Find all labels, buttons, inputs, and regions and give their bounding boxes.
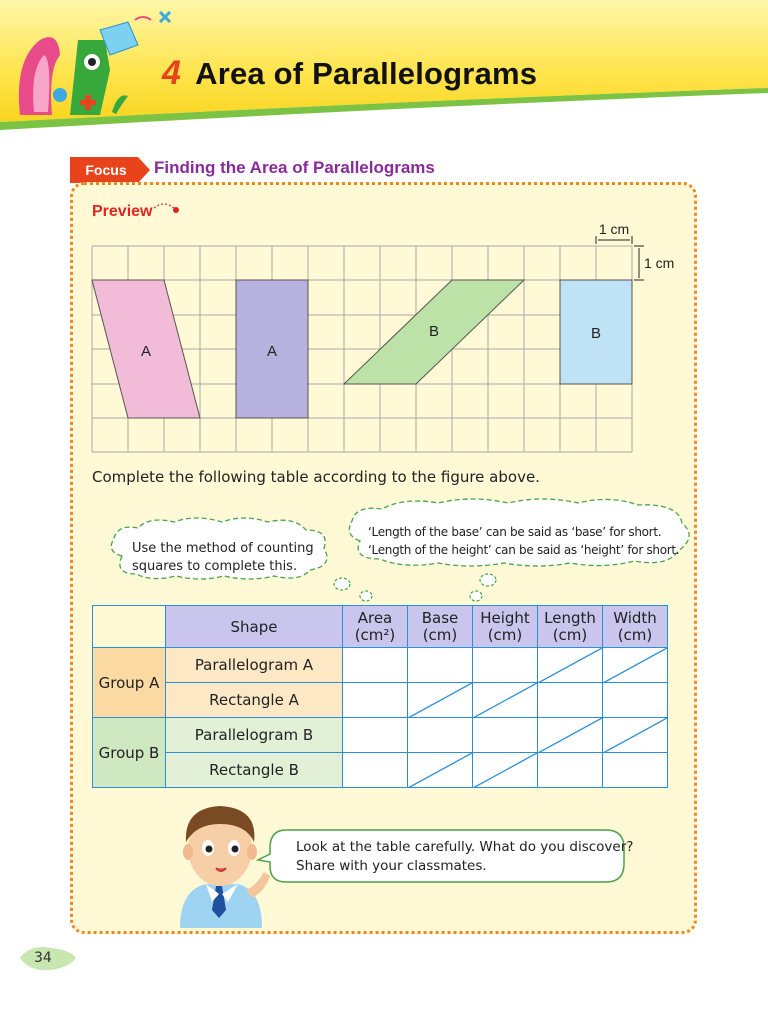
table-row: [93, 718, 668, 753]
header-base-unit: (cm): [422, 625, 458, 644]
shape-label-rectangle-a: A: [266, 343, 278, 360]
header-shape: Shape: [166, 606, 343, 648]
cell-height[interactable]: [473, 718, 538, 753]
header-base-label: Base: [421, 608, 459, 627]
unit-label-horizontal: 1 cm: [598, 222, 630, 237]
cloud-right-line1: ‘Length of the base’ can be said as ‘base’ for short.: [368, 525, 662, 539]
header-height: [473, 606, 538, 648]
cloud-left-line2: squares to complete this.: [132, 559, 298, 574]
header-height-label: Height: [480, 608, 530, 627]
speech-line2: Share with your classmates.: [296, 858, 487, 874]
header-width: [603, 606, 668, 648]
cell-length-crossed: [538, 718, 603, 753]
speech-text: [296, 838, 633, 876]
cell-base[interactable]: [408, 648, 473, 683]
header-length: [538, 606, 603, 648]
cell-width-crossed: [603, 648, 668, 683]
focus-tab-label: Focus: [85, 162, 127, 178]
header-area: [343, 606, 408, 648]
row-label-rectangle-a: Rectangle A: [166, 683, 343, 718]
table-row: [93, 753, 668, 788]
header-width-unit: (cm): [617, 625, 653, 644]
focus-title: Finding the Area of Parallelograms: [154, 158, 435, 177]
header-area-label: Area: [357, 608, 393, 627]
cell-base-crossed: [408, 683, 473, 718]
cell-height-crossed: [473, 683, 538, 718]
chapter-title-text: Area of Parallelograms: [195, 56, 538, 91]
preview-swirl-icon: [152, 202, 182, 216]
table-row: [93, 648, 668, 683]
cell-length[interactable]: [538, 683, 603, 718]
header-base: [408, 606, 473, 648]
row-label-parallelogram-b: Parallelogram B: [166, 718, 343, 753]
cloud-right-line2: ‘Length of the height’ can be said as ‘height’ for short.: [368, 543, 680, 557]
cell-width-crossed: [603, 718, 668, 753]
cloud-left-text: [132, 540, 314, 576]
header-length-label: Length: [544, 608, 596, 627]
cell-width[interactable]: [603, 753, 668, 788]
square-grid-figure: [90, 222, 690, 456]
header-height-unit: (cm): [487, 625, 523, 644]
cloud-left-line1: Use the method of counting: [132, 541, 314, 556]
group-b-label: Group B: [93, 718, 166, 788]
cell-base-crossed: [408, 753, 473, 788]
row-label-rectangle-b: Rectangle B: [166, 753, 343, 788]
unit-label-vertical: 1 cm: [644, 255, 675, 271]
preview-label: [92, 202, 182, 221]
group-a-label: Group A: [93, 648, 166, 718]
cell-base[interactable]: [408, 718, 473, 753]
cell-area[interactable]: [343, 718, 408, 753]
cloud-right-text: [368, 523, 679, 559]
cell-width[interactable]: [603, 683, 668, 718]
thought-bubbles-icon: [330, 572, 510, 604]
cell-length-crossed: [538, 648, 603, 683]
header-width-label: Width: [613, 608, 657, 627]
unit-marker-horizontal: [596, 236, 632, 244]
header-area-unit: (cm²): [354, 625, 396, 644]
header-length-unit: (cm): [552, 625, 588, 644]
shape-label-parallelogram-b: B: [428, 323, 440, 340]
table-corner: [93, 606, 166, 648]
chapter-number: 4: [162, 54, 182, 92]
shape-label-rectangle-b: B: [590, 325, 602, 342]
unit-marker-vertical: [634, 246, 644, 280]
shape-label-parallelogram-a: A: [140, 343, 152, 360]
cell-area[interactable]: [343, 648, 408, 683]
row-label-parallelogram-a: Parallelogram A: [166, 648, 343, 683]
cell-height[interactable]: [473, 648, 538, 683]
cell-area[interactable]: [343, 753, 408, 788]
cell-length[interactable]: [538, 753, 603, 788]
table-row: [93, 683, 668, 718]
cell-area[interactable]: [343, 683, 408, 718]
speech-line1: Look at the table carefully. What do you discover?: [296, 839, 634, 855]
cell-height-crossed: [473, 753, 538, 788]
preview-label-text: Preview: [92, 203, 153, 220]
instruction-text: Complete the following table according to the figure above.: [92, 468, 540, 486]
results-table: [92, 605, 668, 788]
page-number: 34: [34, 950, 52, 966]
chapter-title: [162, 54, 537, 93]
